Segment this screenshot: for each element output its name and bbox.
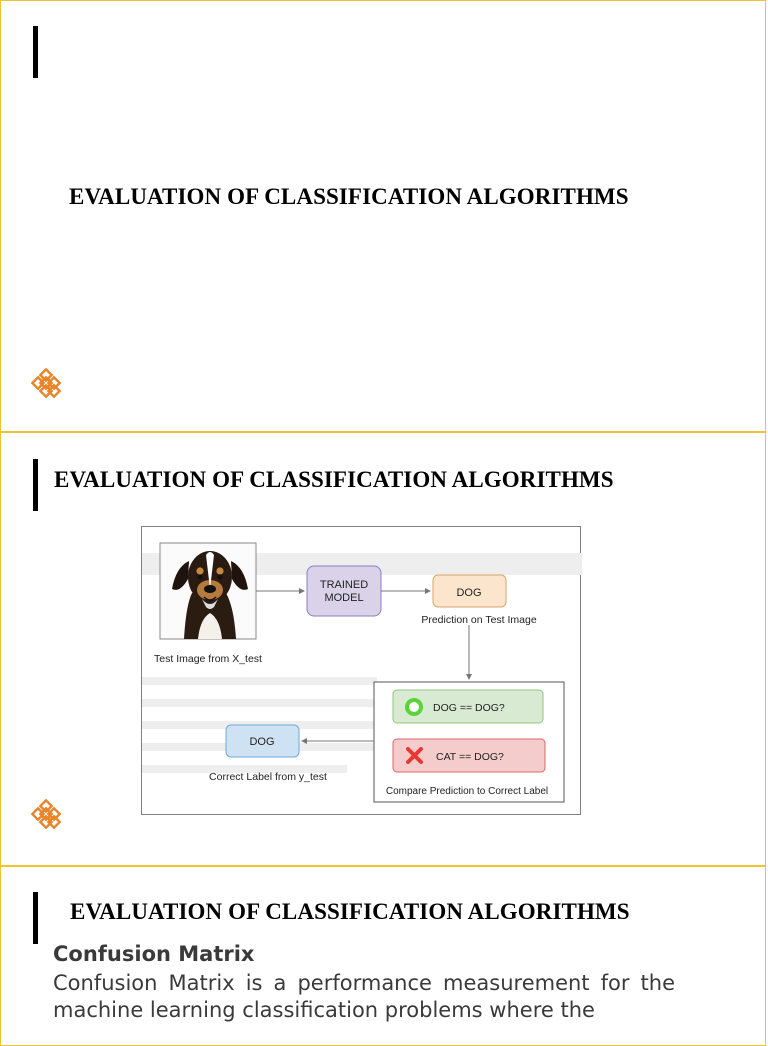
correct-label-box: [226, 725, 299, 757]
prediction-box: [433, 575, 506, 607]
accent-bar: [33, 892, 38, 944]
slide-title: EVALUATION OF CLASSIFICATION ALGORITHMS: [54, 467, 614, 492]
correct-label-value: DOG: [249, 736, 275, 748]
correct-check-text: DOG == DOG?: [433, 702, 505, 714]
body-paragraph: Confusion Matrix is a performance measurement for the machine learning classification problems where the: [53, 971, 675, 1022]
accent-bar: [33, 459, 38, 511]
endless-knot-logo-icon: [31, 799, 67, 835]
slide-3: [0, 866, 766, 1046]
slide-title: EVALUATION OF CLASSIFICATION ALGORITHMS: [69, 184, 629, 209]
slide-title: EVALUATION OF CLASSIFICATION ALGORITHMS: [70, 899, 630, 924]
slide-1: [0, 0, 766, 432]
model-label-line1: TRAINED: [319, 579, 369, 591]
classification-flow-diagram: [141, 526, 581, 815]
wrong-check-box: [393, 739, 545, 772]
trained-model-box: [307, 566, 381, 616]
correct-label-caption: Correct Label from y_test: [209, 771, 327, 783]
accent-bar: [33, 26, 38, 78]
endless-knot-logo-icon: [31, 368, 67, 404]
prediction-caption: Prediction on Test Image: [421, 614, 537, 626]
section-heading: Confusion Matrix: [53, 942, 255, 966]
test-image-caption: Test Image from X_test: [154, 653, 262, 665]
correct-check-box: [393, 690, 543, 723]
model-label-line2: MODEL: [324, 592, 364, 604]
wrong-check-text: CAT == DOG?: [436, 751, 504, 763]
slide-2: [0, 432, 766, 866]
prediction-value: DOG: [456, 587, 482, 599]
dog-photo: [160, 543, 256, 639]
compare-caption: Compare Prediction to Correct Label: [385, 786, 549, 797]
